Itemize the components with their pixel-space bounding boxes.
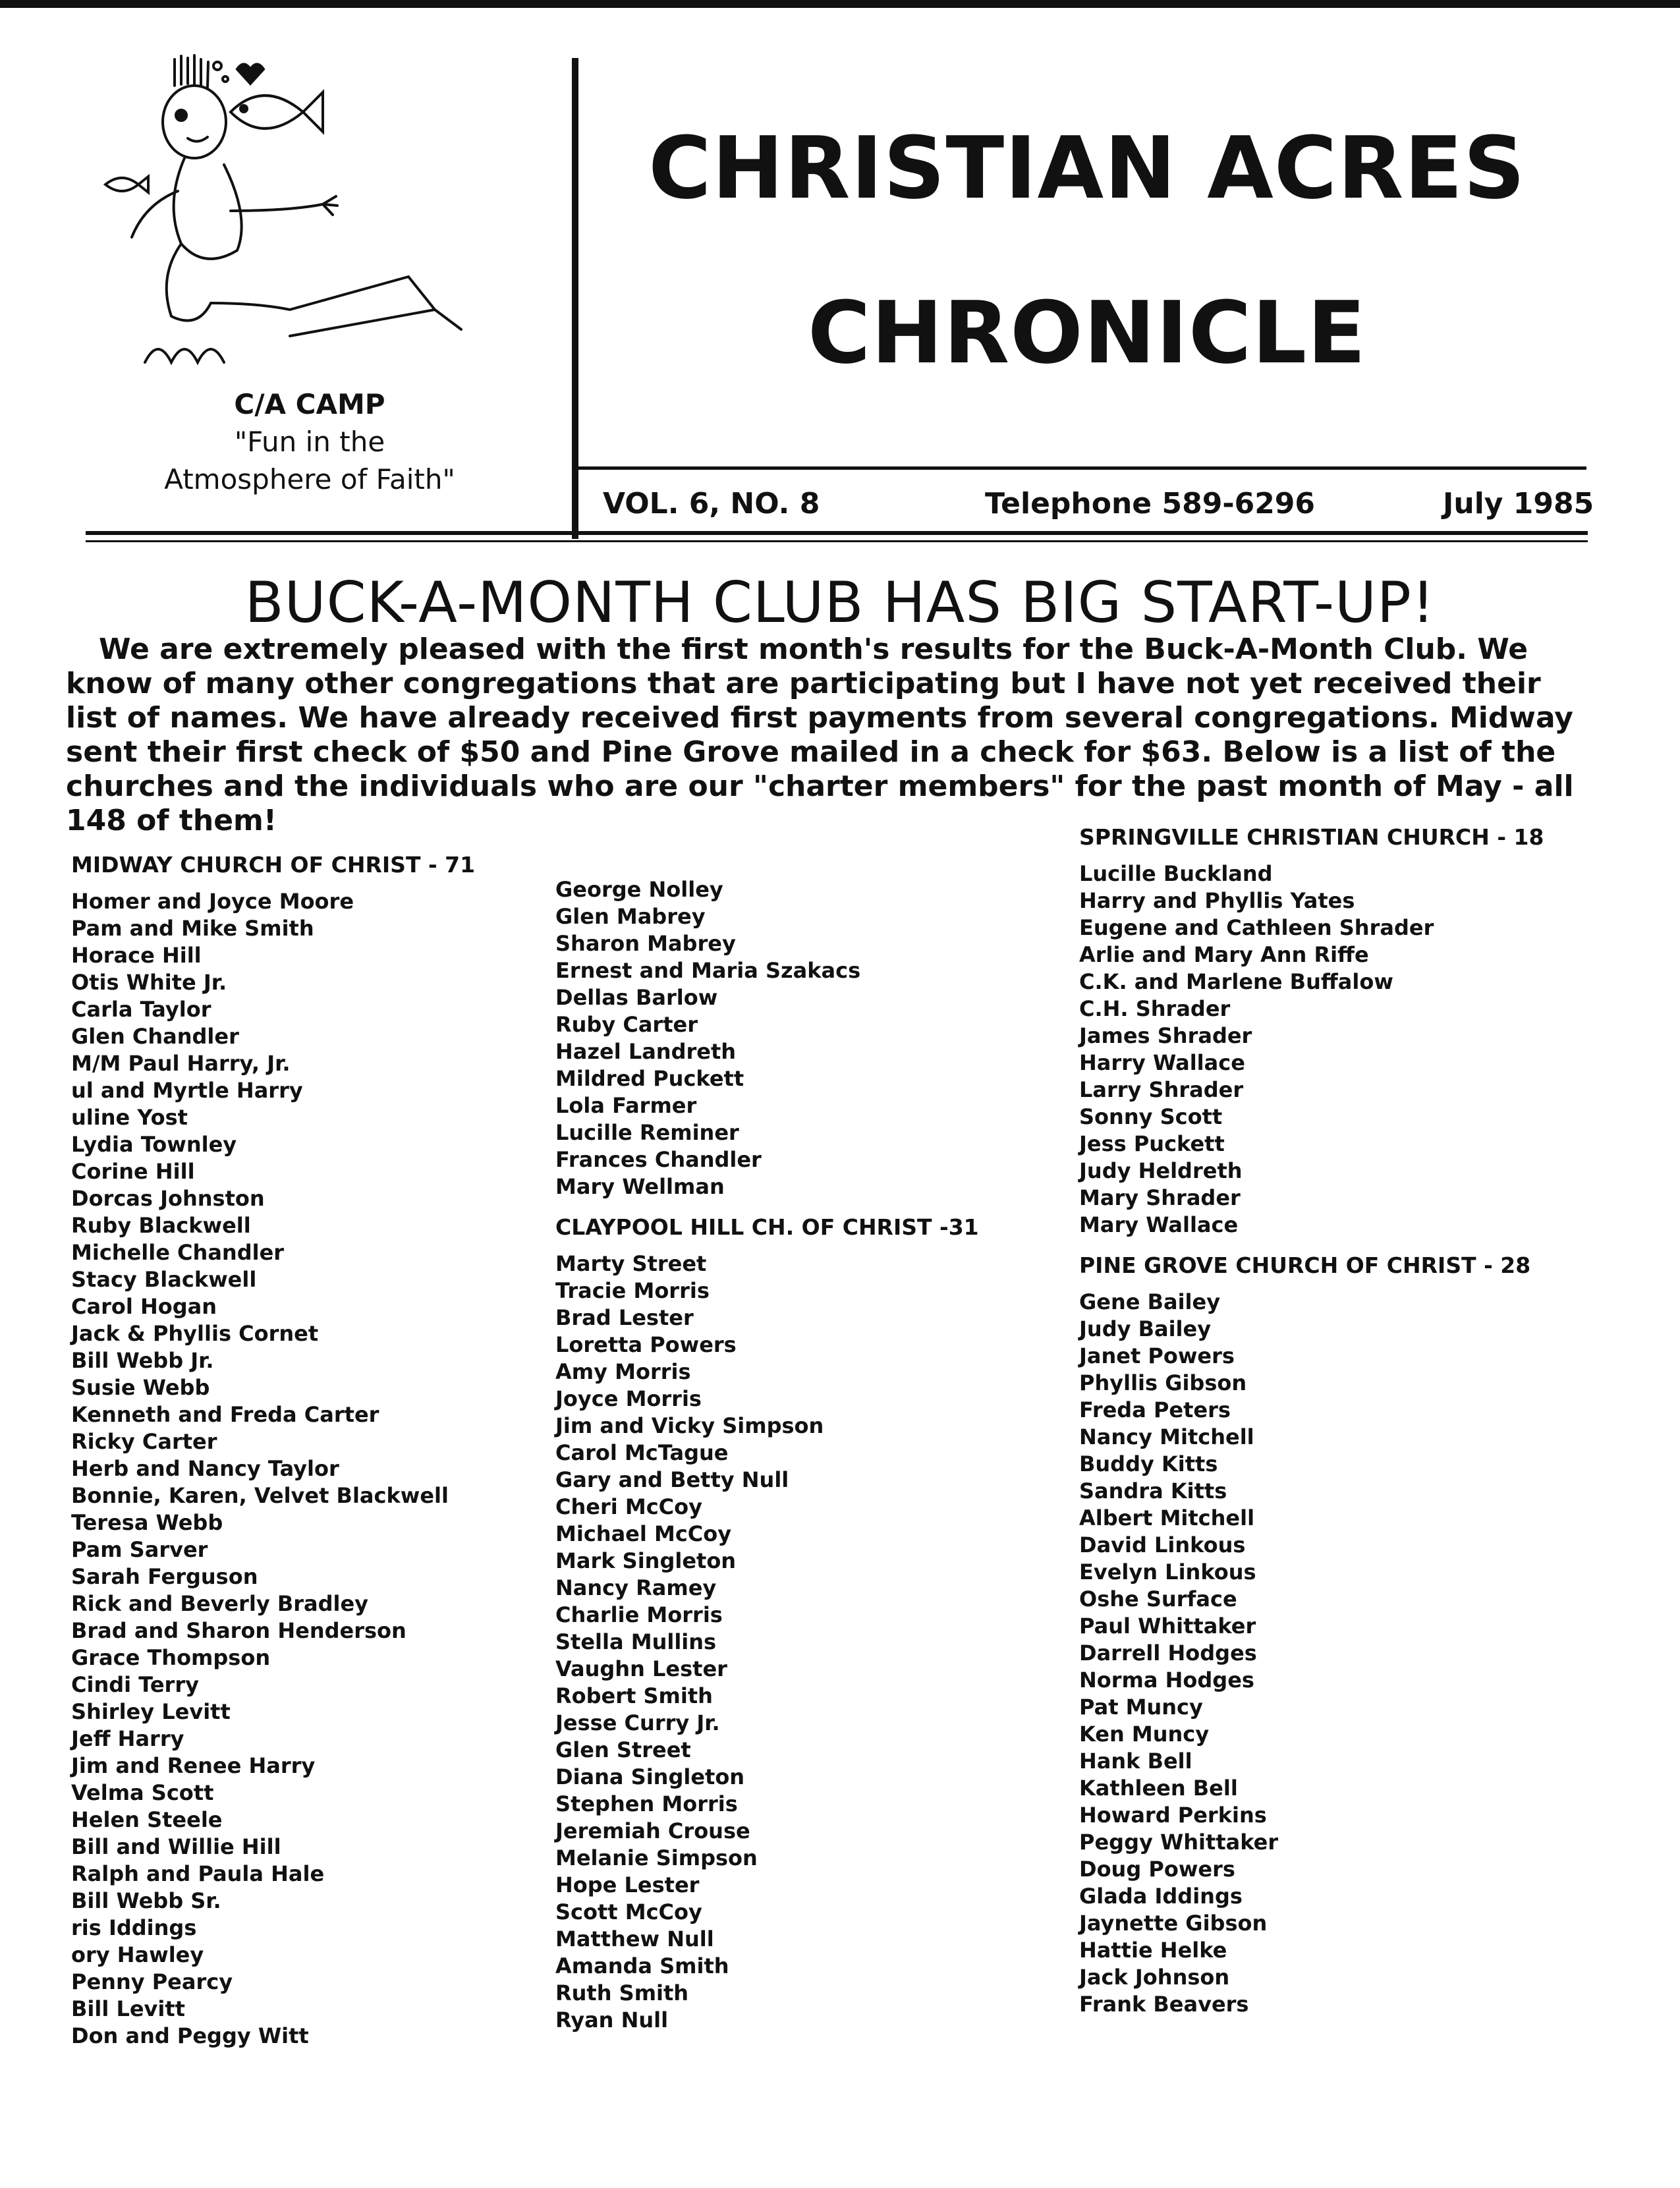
member-name: Ryan Null: [555, 2007, 669, 2033]
issue-date: July 1985: [1443, 487, 1594, 520]
article-intro: We are extremely pleased with the first month's results for the Buck-A-Month Club. We know of many other congregations that are participating but I have not yet received their list of names. We have already received first payments from several congregations. Midway sent their first check of $50 and Pine Grove mailed in a check for $63. Below is a list of the churches and the individuals who are our "charter members" for the past month of May - all 148 of them!: [66, 632, 1574, 837]
member-name: Stacy Blackwell: [71, 1267, 257, 1292]
volume-number: VOL. 6, NO. 8: [603, 487, 820, 520]
member-name: Stephen Morris: [555, 1791, 738, 1816]
member-name: Lucille Buckland: [1079, 861, 1273, 886]
pine-grove-heading: PINE GROVE CHURCH OF CHRIST - 28: [1079, 1252, 1531, 1278]
member-name: Peggy Whittaker: [1079, 1830, 1279, 1855]
member-name: Lydia Townley: [71, 1132, 237, 1157]
member-name: Nancy Ramey: [555, 1575, 717, 1600]
member-name: Mary Wallace: [1079, 1212, 1239, 1237]
camp-cartoon-illustration: [40, 53, 514, 395]
member-name: Brad and Sharon Henderson: [71, 1618, 406, 1643]
member-name: Bill and Willie Hill: [71, 1834, 281, 1859]
member-name: Ruby Carter: [555, 1012, 698, 1037]
member-name: Diana Singleton: [555, 1764, 745, 1789]
member-name: ris Iddings: [71, 1915, 197, 1940]
member-name: Shirley Levitt: [71, 1699, 231, 1724]
member-name: Eugene and Cathleen Shrader: [1079, 915, 1434, 940]
member-name: Oshe Surface: [1079, 1586, 1237, 1612]
masthead-bottom-rule-thin: [86, 540, 1588, 542]
member-name: Pam and Mike Smith: [71, 916, 314, 941]
springville-name-list: [1079, 860, 1544, 1239]
member-name: Glada Iddings: [1079, 1884, 1243, 1909]
member-name: Harry Wallace: [1079, 1050, 1245, 1075]
midway-heading: MIDWAY CHURCH OF CHRIST - 71: [71, 852, 476, 878]
member-name: Don and Peggy Witt: [71, 2023, 309, 2048]
member-name: Grace Thompson: [71, 1645, 271, 1670]
member-name: Corine Hill: [71, 1159, 195, 1184]
member-name: Hazel Landreth: [555, 1039, 737, 1064]
article-headline: BUCK-A-MONTH CLUB HAS BIG START-UP!: [244, 570, 1436, 636]
member-name: James Shrader: [1079, 1023, 1252, 1048]
member-name: Bill Webb Jr.: [71, 1348, 214, 1373]
member-name: Mark Singleton: [555, 1548, 737, 1573]
claypool-heading: CLAYPOOL HILL CH. OF CHRIST -31: [555, 1214, 979, 1240]
member-name: Jeff Harry: [71, 1726, 184, 1751]
pine-grove-name-list: [1079, 1289, 1544, 2018]
member-name: M/M Paul Harry, Jr.: [71, 1051, 291, 1076]
member-name: Judy Heldreth: [1079, 1158, 1243, 1183]
member-name: Robert Smith: [555, 1683, 713, 1708]
member-name: Tracie Morris: [555, 1278, 710, 1303]
member-name: Jesse Curry Jr.: [555, 1710, 720, 1735]
member-name: Amanda Smith: [555, 1953, 729, 1978]
member-name: Susie Webb: [71, 1375, 210, 1400]
member-name: Judy Bailey: [1079, 1316, 1212, 1341]
member-name: Doug Powers: [1079, 1857, 1235, 1882]
member-name: Jess Puckett: [1079, 1131, 1225, 1156]
newsletter-title-line2: CHRONICLE: [807, 283, 1367, 383]
member-name: Scott McCoy: [555, 1899, 702, 1924]
right-column: [1079, 822, 1544, 2018]
member-name: C.K. and Marlene Buffalow: [1079, 969, 1393, 994]
member-name: Hank Bell: [1079, 1749, 1192, 1774]
member-name: Lucille Reminer: [555, 1120, 739, 1145]
member-name: Ernest and Maria Szakacs: [555, 958, 861, 983]
member-name: Joyce Morris: [555, 1386, 702, 1411]
member-name: Arlie and Mary Ann Riffe: [1079, 942, 1369, 967]
member-name: Gene Bailey: [1079, 1289, 1221, 1314]
telephone-number: Telephone 589-6296: [985, 487, 1316, 520]
member-name: Bill Webb Sr.: [71, 1888, 221, 1913]
member-name: Ruth Smith: [555, 1980, 689, 2006]
member-name: Frank Beavers: [1079, 1992, 1249, 2017]
member-name: Sonny Scott: [1079, 1104, 1223, 1129]
member-name: Sarah Ferguson: [71, 1564, 258, 1589]
member-name: Ruby Blackwell: [71, 1213, 251, 1238]
middle-column: [555, 876, 979, 2034]
member-name: Horace Hill: [71, 943, 202, 968]
member-name: Otis White Jr.: [71, 970, 227, 995]
member-name: Dellas Barlow: [555, 985, 718, 1010]
member-name: Carla Taylor: [71, 997, 211, 1022]
member-name: Paul Whittaker: [1079, 1613, 1256, 1639]
member-name: George Nolley: [555, 877, 723, 902]
member-name: Michelle Chandler: [71, 1240, 285, 1265]
member-name: David Linkous: [1079, 1532, 1246, 1557]
member-name: Jack Johnson: [1079, 1965, 1230, 1990]
member-name: Mary Wellman: [555, 1174, 725, 1199]
member-name: Cindi Terry: [71, 1672, 199, 1697]
member-name: Ken Muncy: [1079, 1722, 1210, 1747]
member-name: Nancy Mitchell: [1079, 1424, 1254, 1449]
member-name: uline Yost: [71, 1105, 188, 1130]
midway-continued-name-list: [555, 876, 979, 1200]
newsletter-title-line1: CHRISTIAN ACRES: [648, 118, 1526, 218]
member-name: Amy Morris: [555, 1359, 691, 1384]
member-name: Herb and Nancy Taylor: [71, 1456, 339, 1481]
member-name: Jeremiah Crouse: [555, 1818, 750, 1843]
member-name: Kathleen Bell: [1079, 1776, 1238, 1801]
member-name: Ricky Carter: [71, 1429, 217, 1454]
member-name: Jim and Renee Harry: [71, 1753, 316, 1778]
member-name: Teresa Webb: [71, 1510, 223, 1535]
camp-slogan-line1: "Fun in the: [234, 426, 385, 458]
midway-name-list: [71, 888, 475, 2050]
member-name: Dorcas Johnston: [71, 1186, 265, 1211]
member-name: Mildred Puckett: [555, 1066, 744, 1091]
camp-caption: [105, 385, 514, 498]
member-name: Carol McTague: [555, 1440, 729, 1465]
springville-heading: SPRINGVILLE CHRISTIAN CHURCH - 18: [1079, 824, 1544, 850]
member-name: Howard Perkins: [1079, 1803, 1267, 1828]
member-name: Mary Shrader: [1079, 1185, 1241, 1210]
member-name: Sandra Kitts: [1079, 1478, 1227, 1503]
camp-name: C/A CAMP: [234, 388, 385, 420]
member-name: Jim and Vicky Simpson: [555, 1413, 824, 1438]
member-name: Pat Muncy: [1079, 1695, 1203, 1720]
member-name: Matthew Null: [555, 1926, 714, 1951]
member-name: Sharon Mabrey: [555, 931, 736, 956]
member-name: Michael McCoy: [555, 1521, 732, 1546]
member-name: C.H. Shrader: [1079, 996, 1231, 1021]
member-name: ory Hawley: [71, 1942, 204, 1967]
member-name: Norma Hodges: [1079, 1668, 1254, 1693]
member-name: Glen Chandler: [71, 1024, 239, 1049]
member-name: Jaynette Gibson: [1079, 1911, 1268, 1936]
member-name: Phyllis Gibson: [1079, 1370, 1247, 1395]
midway-column: [71, 850, 475, 2050]
member-name: Melanie Simpson: [555, 1845, 758, 1870]
member-name: Stella Mullins: [555, 1629, 717, 1654]
member-name: Hope Lester: [555, 1872, 700, 1897]
member-name: Kenneth and Freda Carter: [71, 1402, 379, 1427]
member-name: Loretta Powers: [555, 1332, 737, 1357]
member-name: Hattie Helke: [1079, 1938, 1227, 1963]
masthead-title-divider: [578, 466, 1586, 470]
member-name: Janet Powers: [1079, 1343, 1235, 1368]
member-name: Brad Lester: [555, 1305, 694, 1330]
member-name: Evelyn Linkous: [1079, 1559, 1256, 1585]
masthead-vertical-divider: [572, 58, 578, 539]
member-name: Freda Peters: [1079, 1397, 1231, 1422]
member-name: Glen Mabrey: [555, 904, 706, 929]
member-name: Cheri McCoy: [555, 1494, 702, 1519]
member-name: Glen Street: [555, 1737, 691, 1762]
member-name: Helen Steele: [71, 1807, 223, 1832]
top-border: [0, 0, 1680, 8]
member-name: ul and Myrtle Harry: [71, 1078, 303, 1103]
member-name: Buddy Kitts: [1079, 1451, 1218, 1476]
member-name: Ralph and Paula Hale: [71, 1861, 325, 1886]
member-name: Charlie Morris: [555, 1602, 723, 1627]
member-name: Gary and Betty Null: [555, 1467, 789, 1492]
member-name: Jack & Phyllis Cornet: [71, 1321, 319, 1346]
masthead-bottom-rule: [86, 531, 1588, 535]
member-name: Homer and Joyce Moore: [71, 889, 354, 914]
member-name: Bill Levitt: [71, 1996, 185, 2021]
member-name: Frances Chandler: [555, 1147, 762, 1172]
member-name: Penny Pearcy: [71, 1969, 233, 1994]
camp-slogan-line2: Atmosphere of Faith": [164, 463, 455, 495]
member-name: Darrell Hodges: [1079, 1641, 1257, 1666]
member-name: Carol Hogan: [71, 1294, 217, 1319]
member-name: Vaughn Lester: [555, 1656, 727, 1681]
member-name: Bonnie, Karen, Velvet Blackwell: [71, 1483, 449, 1508]
member-name: Rick and Beverly Bradley: [71, 1591, 369, 1616]
member-name: Velma Scott: [71, 1780, 214, 1805]
member-name: Albert Mitchell: [1079, 1505, 1255, 1530]
member-name: Marty Street: [555, 1251, 707, 1276]
member-name: Larry Shrader: [1079, 1077, 1244, 1102]
member-name: Lola Farmer: [555, 1093, 697, 1118]
member-name: Harry and Phyllis Yates: [1079, 888, 1355, 913]
claypool-name-list: [555, 1250, 979, 2034]
member-name: Pam Sarver: [71, 1537, 208, 1562]
